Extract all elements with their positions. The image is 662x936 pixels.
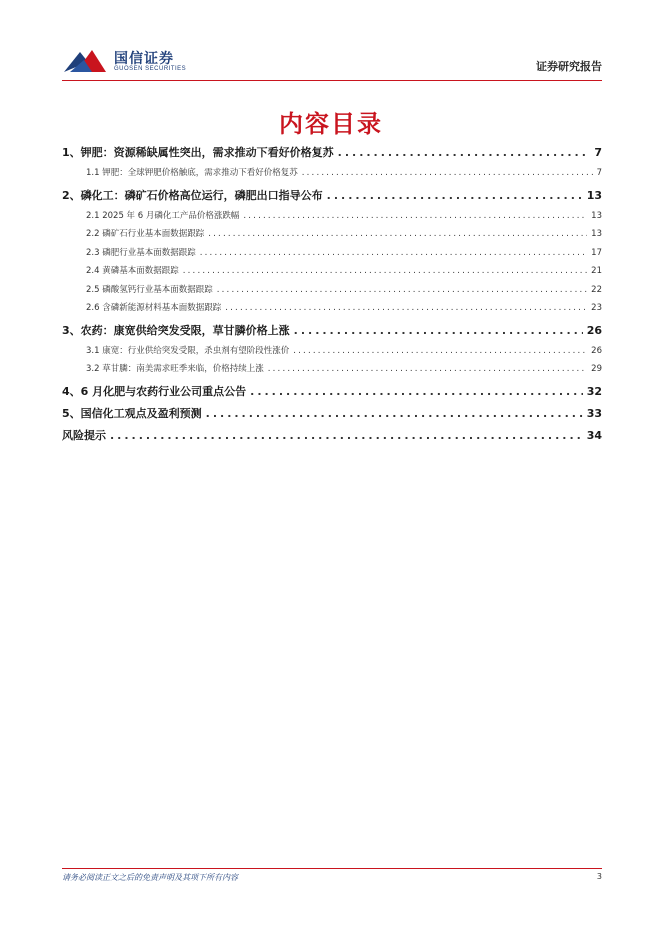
toc-entry-label: 2.6 含磷新能源材料基本面数据跟踪: [86, 303, 222, 313]
toc-entry[interactable]: [62, 264, 602, 276]
toc-leader-dots: [217, 285, 587, 295]
toc-entry[interactable]: [62, 344, 602, 356]
toc-entry[interactable]: [62, 427, 602, 443]
toc-entry-page: 13: [591, 229, 602, 239]
toc-leader-dots: [268, 364, 587, 374]
toc-entry-label: 2、磷化工：磷矿石价格高位运行，磷肥出口指导公布: [62, 189, 323, 202]
toc-leader-dots: [293, 346, 587, 356]
toc-entry-page: 26: [586, 324, 602, 337]
toc-entry-label: 5、国信化工观点及盈利预测: [62, 407, 202, 420]
toc-entry[interactable]: [62, 227, 602, 239]
toc-entry-page: 34: [586, 429, 602, 442]
toc-leader-dots: [294, 324, 583, 337]
toc-leader-dots: [208, 229, 587, 239]
toc-entry-label: 风险提示: [62, 429, 106, 442]
toc-leader-dots: [327, 189, 583, 202]
guosen-logo-icon: [62, 46, 108, 76]
toc-leader-dots: [110, 429, 583, 442]
toc-entry-label: 3、农药：康宽供给突发受限，草甘膦价格上涨: [62, 324, 290, 337]
toc-entry[interactable]: [62, 166, 602, 178]
toc-entry-label: 2.5 磷酸氢钙行业基本面数据跟踪: [86, 285, 213, 295]
toc-entry-label: 2.2 磷矿石行业基本面数据跟踪: [86, 229, 205, 239]
toc-entry-page: 33: [586, 407, 602, 420]
toc-entry[interactable]: [62, 283, 602, 295]
toc-entry[interactable]: [62, 383, 602, 399]
toc-entry[interactable]: [62, 246, 602, 258]
toc-entry[interactable]: [62, 187, 602, 203]
toc-entry[interactable]: [62, 405, 602, 421]
disclaimer-note: 请务必阅读正文之后的免责声明及其项下所有内容: [62, 873, 238, 882]
toc-entry-page: 7: [596, 168, 602, 178]
toc-entry[interactable]: [62, 209, 602, 221]
toc-leader-dots: [250, 385, 583, 398]
toc-entry-page: 7: [594, 146, 602, 159]
toc-entry-label: 2.1 2025 年 6 月磷化工产品价格涨跌幅: [86, 211, 240, 221]
toc-entry-page: 21: [591, 266, 602, 276]
company-logo: [62, 44, 192, 78]
toc-leader-dots: [243, 211, 587, 221]
toc-entry[interactable]: [62, 362, 602, 374]
toc-entry[interactable]: [62, 301, 602, 313]
toc-leader-dots: [183, 266, 587, 276]
toc-entry-label: 3.1 康宽：行业供给突发受限，杀虫剂有望阶段性涨价: [86, 346, 290, 356]
footer-divider: [62, 868, 602, 869]
toc-entry-page: 29: [591, 364, 602, 374]
toc-leader-dots: [200, 248, 587, 258]
toc-entry-page: 13: [586, 189, 602, 202]
page-header: [62, 44, 602, 80]
toc-entry-label: 4、6 月化肥与农药行业公司重点公告: [62, 385, 247, 398]
toc-entry-page: 13: [591, 211, 602, 221]
page-number: 3: [596, 872, 602, 881]
toc-entry-page: 22: [591, 285, 602, 295]
toc-leader-dots: [338, 146, 591, 159]
toc-entry-label: 3.2 草甘膦：南美需求旺季来临，价格持续上涨: [86, 364, 264, 374]
logo-text-cn: 国信证券: [114, 51, 174, 67]
toc-entry-page: 32: [586, 385, 602, 398]
toc-entry-page: 17: [591, 248, 602, 258]
toc-entry-label: 1、钾肥：资源稀缺属性突出，需求推动下看好价格复苏: [62, 146, 334, 159]
toc-leader-dots: [302, 168, 593, 178]
toc-leader-dots: [225, 303, 587, 313]
toc-entry-page: 26: [591, 346, 602, 356]
report-type-label: 证券研究报告: [536, 60, 602, 73]
toc-entry[interactable]: [62, 322, 602, 338]
toc-title: 内容目录: [279, 110, 383, 138]
toc-entry-label: 2.3 磷肥行业基本面数据跟踪: [86, 248, 196, 258]
toc-leader-dots: [206, 407, 583, 420]
logo-text-en: GUOSEN SECURITIES: [114, 66, 187, 72]
toc-entry[interactable]: [62, 144, 602, 160]
toc-entry-page: 23: [591, 303, 602, 313]
header-divider: [62, 80, 602, 81]
toc-entry-label: 1.1 钾肥：全球钾肥价格触底，需求推动下看好价格复苏: [86, 168, 298, 178]
toc-entry-label: 2.4 黄磷基本面数据跟踪: [86, 266, 179, 276]
